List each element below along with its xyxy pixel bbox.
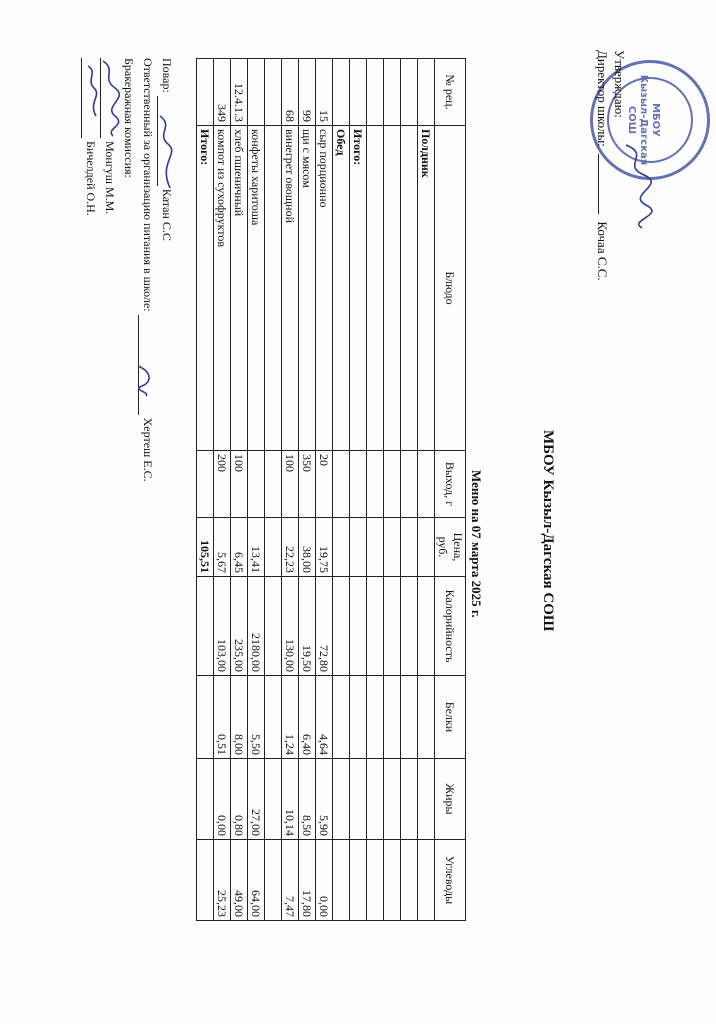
cell-carbs [265, 840, 282, 921]
cell-price [384, 518, 401, 577]
cell-price: 19,75 [316, 518, 333, 577]
cell-kcal: 19,50 [299, 577, 316, 676]
cell-fat: 8,50 [299, 759, 316, 840]
table-row [384, 59, 401, 921]
cell-output [367, 451, 384, 518]
cell-protein: 0,51 [214, 676, 231, 759]
cook-name: Катан С.С [160, 188, 174, 241]
cell-output [350, 451, 367, 518]
cell-kcal: 103,00 [214, 577, 231, 676]
cell-price: 13,41 [248, 518, 265, 577]
cell-dish: компот из сухофруктов [214, 126, 231, 451]
cell-dish: сыр порционно [316, 126, 333, 451]
cell-num [367, 59, 384, 126]
table-header-row [435, 59, 466, 921]
header-carbs: Углеводы [435, 840, 466, 921]
header-output: Выход, г [435, 451, 466, 518]
cell-num [384, 59, 401, 126]
cell-dish [265, 126, 282, 451]
stamp-text-main: МБОУ [650, 103, 661, 137]
cell-price [333, 518, 350, 577]
cell-fat [367, 759, 384, 840]
cell-carbs: 17,80 [299, 840, 316, 921]
cell-num: 68 [282, 59, 299, 126]
cell-num [197, 59, 214, 126]
cell-fat [384, 759, 401, 840]
table-row [333, 59, 350, 921]
table-row [282, 59, 299, 921]
cell-protein: 6,40 [299, 676, 316, 759]
cell-output: 20 [316, 451, 333, 518]
cell-carbs: 0,00 [316, 840, 333, 921]
cell-price: 22,23 [282, 518, 299, 577]
table-row [265, 59, 282, 921]
cell-kcal [367, 577, 384, 676]
cell-fat: 5,90 [316, 759, 333, 840]
cell-carbs: 49,00 [231, 840, 248, 921]
cell-dish: щи с мясом [299, 126, 316, 451]
responsible-label: Ответственный за организацию питания в школе: [141, 58, 155, 312]
table-row [418, 59, 435, 921]
member2-signature [82, 62, 102, 122]
cell-fat [418, 759, 435, 840]
cell-protein: 5,50 [248, 676, 265, 759]
responsible-name: Хертеш Е.С. [141, 417, 155, 482]
cell-price: 6,45 [231, 518, 248, 577]
cell-num: 99 [299, 59, 316, 126]
cell-kcal: 72,80 [316, 577, 333, 676]
cell-kcal [384, 577, 401, 676]
cell-num [350, 59, 367, 126]
cell-dish [367, 126, 384, 451]
cell-output [401, 451, 418, 518]
commission-label: Бракеражная комиссия: [122, 58, 136, 178]
header-num: № рец. [435, 59, 466, 126]
cell-num [418, 59, 435, 126]
cell-output [197, 451, 214, 518]
menu-table [196, 58, 466, 921]
table-row [367, 59, 384, 921]
cell-dish: Обед [333, 126, 350, 451]
cell-num [265, 59, 282, 126]
cell-price [418, 518, 435, 577]
cell-protein [333, 676, 350, 759]
director-label: Директор школы: [595, 50, 610, 147]
cell-num: 12.4.1.3 [231, 59, 248, 126]
cell-output [333, 451, 350, 518]
cell-fat [265, 759, 282, 840]
cell-carbs [367, 840, 384, 921]
table-row [214, 59, 231, 921]
cell-carbs [350, 840, 367, 921]
cell-dish: винегрет овощной [282, 126, 299, 451]
cell-protein [418, 676, 435, 759]
cell-dish [384, 126, 401, 451]
cell-kcal [350, 577, 367, 676]
cell-price: 105,51 [197, 518, 214, 577]
cook-signature [154, 112, 176, 192]
cell-output [248, 451, 265, 518]
cell-kcal [333, 577, 350, 676]
cell-fat: 0,80 [231, 759, 248, 840]
cell-price [401, 518, 418, 577]
cell-num [401, 59, 418, 126]
cell-protein: 8,00 [231, 676, 248, 759]
cell-dish: Полдник [418, 126, 435, 451]
cell-carbs: 7,47 [282, 840, 299, 921]
cell-carbs: 25,23 [214, 840, 231, 921]
cell-kcal: 235,00 [231, 577, 248, 676]
cell-carbs [333, 840, 350, 921]
cell-carbs: 64,00 [248, 840, 265, 921]
cell-protein [384, 676, 401, 759]
cell-dish: конфеты харитоша [248, 126, 265, 451]
member1-name: Монгуш М.М. [103, 141, 117, 215]
cell-output [265, 451, 282, 518]
table-row [401, 59, 418, 921]
cell-fat: 27,00 [248, 759, 265, 840]
director-name: Кочаа С.С. [595, 221, 610, 281]
cell-kcal [265, 577, 282, 676]
header-fat: Жиры [435, 759, 466, 840]
responsible-signature [134, 360, 156, 400]
table-row [197, 59, 214, 921]
cell-dish: хлеб пшеничный [231, 126, 248, 451]
cell-kcal: 2180,00 [248, 577, 265, 676]
cell-output [418, 451, 435, 518]
cell-fat [401, 759, 418, 840]
cell-protein [367, 676, 384, 759]
menu-title: Меню на 07 марта 2025 г. [469, 470, 484, 618]
header-kcal: Калорийность [435, 577, 466, 676]
header-dish: Блюдо [435, 126, 466, 451]
cell-num: 349 [214, 59, 231, 126]
header-protein: Белки [435, 676, 466, 759]
table-row [231, 59, 248, 921]
director-signature [616, 140, 656, 230]
cell-protein: 4,64 [316, 676, 333, 759]
cell-protein [197, 676, 214, 759]
cell-price [367, 518, 384, 577]
cell-kcal [401, 577, 418, 676]
cell-protein: 1,24 [282, 676, 299, 759]
cell-kcal [418, 577, 435, 676]
cell-output [384, 451, 401, 518]
stamp-text-sub: Кызыл-Дагская СОШ [626, 74, 649, 166]
cell-fat [333, 759, 350, 840]
cell-fat: 0,00 [214, 759, 231, 840]
director-signature-line [598, 154, 599, 214]
cell-num: 15 [316, 59, 333, 126]
table-row [316, 59, 333, 921]
cell-num [248, 59, 265, 126]
cell-price [265, 518, 282, 577]
approve-label: Утверждаю: [612, 50, 627, 118]
member2-name: Бичелдей О.Н. [84, 141, 98, 216]
table-row [248, 59, 265, 921]
cell-output: 200 [214, 451, 231, 518]
cell-carbs [197, 840, 214, 921]
cell-fat [350, 759, 367, 840]
cell-protein [265, 676, 282, 759]
cook-label: Повар: [160, 58, 174, 93]
cell-carbs [401, 840, 418, 921]
cell-output: 100 [231, 451, 248, 518]
cell-num [333, 59, 350, 126]
cell-fat [197, 759, 214, 840]
header-price: Цена, руб. [435, 518, 466, 577]
cell-dish: Итого: [197, 126, 214, 451]
table-row [299, 59, 316, 921]
cell-protein [350, 676, 367, 759]
table-row [350, 59, 367, 921]
cell-dish: Итого: [350, 126, 367, 451]
cell-kcal [197, 577, 214, 676]
cell-price: 5,67 [214, 518, 231, 577]
cell-kcal: 130,00 [282, 577, 299, 676]
cell-output: 100 [282, 451, 299, 518]
cell-protein [401, 676, 418, 759]
cell-dish [401, 126, 418, 451]
cell-fat: 10,14 [282, 759, 299, 840]
school-title: МБОУ Кызыл-Дагская СОШ [540, 430, 556, 632]
cell-carbs [384, 840, 401, 921]
menu-table-body [197, 59, 435, 921]
cell-price [350, 518, 367, 577]
cell-price: 38,00 [299, 518, 316, 577]
cell-carbs [418, 840, 435, 921]
cell-output: 350 [299, 451, 316, 518]
